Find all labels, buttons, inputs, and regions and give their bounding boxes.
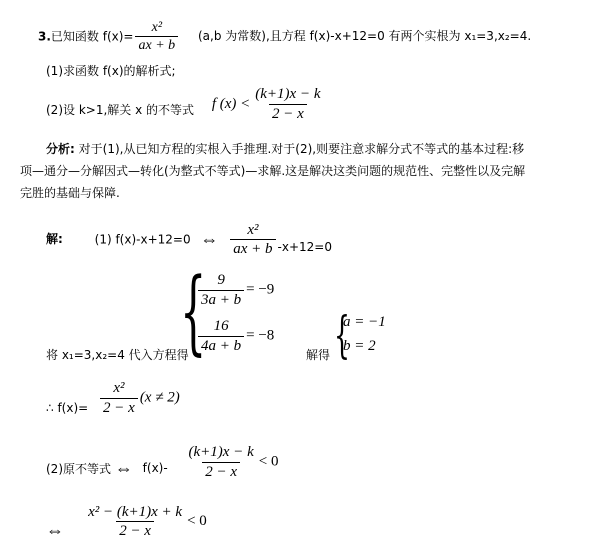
result-condition: (x ≠ 2) [139,389,180,406]
analysis-text-1: 对于(1),从已知方程的实根入手推理.对于(2),则要注意求解分式不等式的基本过程:移 [78,142,525,156]
part2-label: (2)原不等式 [46,461,111,476]
final-denominator: 2 − x [116,521,154,540]
problem-number: 3. [38,29,51,44]
analysis-line-3: 完胜的基础与保障. [20,186,120,200]
result-denominator: 2 − x [100,398,138,417]
problem-intro: 已知函数 f(x)= [50,29,134,44]
system-eq-1-fraction [198,272,244,308]
analysis-line-1 [46,140,524,157]
part2-denominator: 2 − x [202,462,240,481]
system-eq-1-denominator: 3a + b [198,290,244,309]
part2-line [46,444,278,480]
system-eq-1-rhs: = −9 [246,281,275,298]
function-fraction [135,20,178,54]
result-numerator: x² [113,380,125,396]
final-fraction [85,504,185,540]
part2-rhs: < 0 [258,453,279,470]
result-fraction [100,380,138,416]
function-denominator: ax + b [135,36,178,53]
solution-line-1 [46,214,332,258]
therefore-label: ∴ f(x)= [46,401,89,415]
question-2-numerator: (k+1)x − k [255,86,321,102]
final-line [46,502,207,541]
part2-iff: ⇔ [114,457,133,478]
solution-numerator: x² [247,221,259,238]
final-rhs: < 0 [187,513,207,529]
system-eq-2 [196,318,274,354]
question-2-lhs: f (x) < [211,95,251,112]
solve-label: 解得 [306,348,331,362]
solution-step-1: (1) f(x)-x+12=0 [94,232,191,247]
answer-a: a = −1 [343,314,386,330]
problem-condition: (a,b 为常数),且方程 f(x)-x+12=0 有两个实根为 x₁=3,x₂=4. [197,29,532,44]
question-2 [46,86,325,122]
question-2-denominator: 2 − x [269,104,307,123]
system-eq-2-denominator: 4a + b [198,336,244,355]
problem-line-1 [38,20,531,54]
part2-numerator: (k+1)x − k [188,444,254,460]
part2-fx: f(x)- [142,461,168,475]
solution-denominator: ax + b [230,239,275,258]
function-numerator: x² [151,20,163,35]
system-brace: { [180,258,207,365]
system-eq-1-numerator: 9 [217,272,225,288]
final-numerator: x² − (k+1)x + k [88,503,183,520]
solution-step-1-tail: -x+12=0 [277,239,332,254]
system-eq-1 [196,272,274,308]
answer-b: b = 2 [343,338,376,354]
analysis-line-2: 项—通分—分解因式—转化(为整式不等式)—求解.这是解决这类问题的规范性、完整性以及完解 [20,164,526,178]
answer-brace: { [334,306,350,364]
substitute-text: 将 x₁=3,x₂=4 代入方程得 [46,348,189,362]
analysis-label: 分析: [46,142,75,156]
solution-label: 解: [46,232,63,246]
system-eq-2-numerator: 16 [213,318,229,334]
question-2-text: (2)设 k>1,解关 x 的不等式 [46,102,194,117]
system-eq-2-fraction [198,318,244,354]
part2-fraction [186,444,257,480]
solution-fraction [230,222,275,258]
iff-symbol: ⇔ [200,229,219,249]
question-1: (1)求函数 f(x)的解析式; [46,64,176,78]
question-2-fraction [252,86,323,122]
system-eq-2-rhs: = −8 [246,327,275,344]
final-iff: ⇔ [46,520,64,540]
result-line [46,380,180,416]
